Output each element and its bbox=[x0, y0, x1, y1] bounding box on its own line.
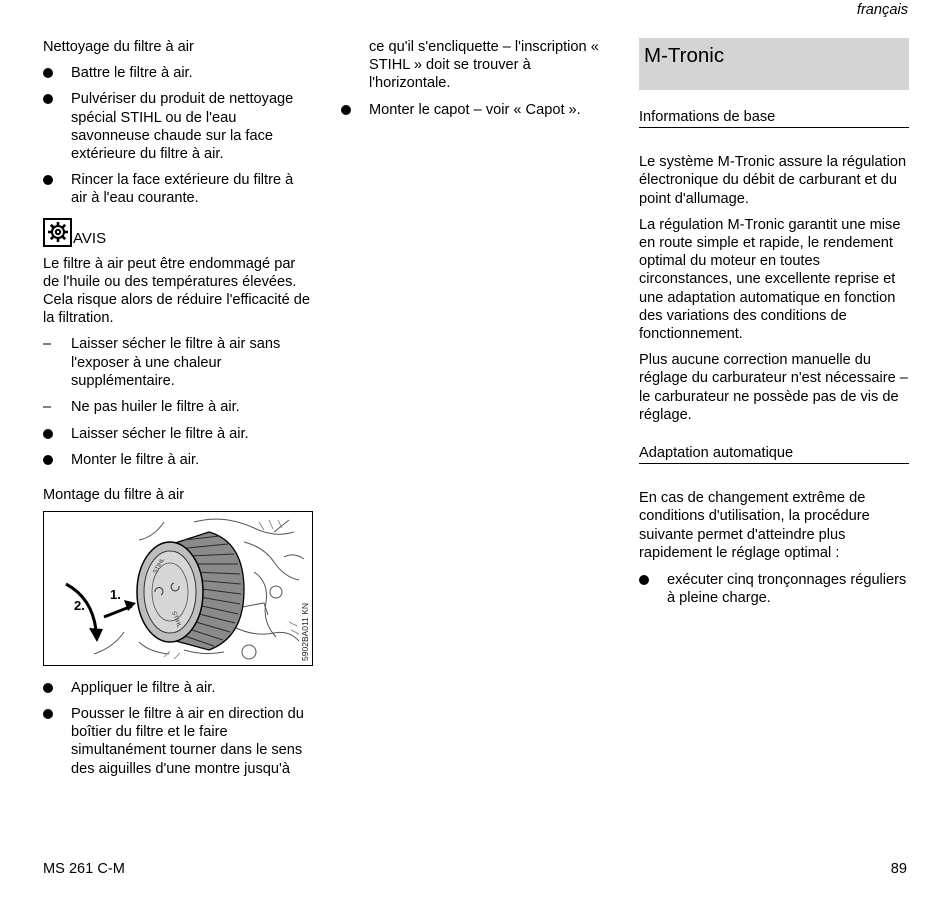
list-item: Rincer la face extérieure du filtre à air à l'eau courante. bbox=[43, 171, 313, 207]
language-label: français bbox=[856, 2, 908, 18]
column-left bbox=[43, 38, 313, 778]
bullet-icon bbox=[43, 94, 53, 104]
bullet-icon bbox=[43, 683, 53, 693]
heading-adapt: Adaptation automatique bbox=[639, 444, 909, 464]
list-item: Monter le capot – voir « Capot ». bbox=[341, 101, 603, 119]
bullet-icon bbox=[43, 455, 53, 465]
paragraph: En cas de changement extrême de conditions d'utilisation, la procédure suivante permet d'atteindre plus rapidement le réglage optimal : bbox=[639, 490, 870, 561]
notice-header bbox=[43, 218, 313, 247]
page-number: 89 bbox=[890, 861, 907, 877]
column-middle bbox=[341, 38, 603, 119]
heading-basics: Informations de base bbox=[639, 108, 909, 128]
bullet-icon bbox=[43, 68, 53, 78]
footer-model: MS 261 C-M bbox=[43, 861, 125, 877]
column-right bbox=[639, 38, 909, 607]
bullet-icon bbox=[341, 105, 351, 115]
figure-label-1: 1. bbox=[110, 586, 121, 602]
section-title: M-Tronic bbox=[644, 44, 725, 67]
notice-text: Le filtre à air peut être endommagé par de l'huile ou des températures élevées. Cela risque alors de réduire l'efficacité de la filtration. bbox=[43, 255, 310, 327]
air-filter-illustration bbox=[44, 512, 312, 665]
list-item: Monter le filtre à air. bbox=[43, 451, 313, 469]
list-item: Pulvériser du produit de nettoyage spécial STIHL ou de l'eau savonneuse chaude sur la face extérieure du filtre à air. bbox=[43, 90, 313, 163]
list-item: Pousser le filtre à air en direction du boîtier du filtre et le faire simultanément tourner dans le sens des aiguilles d'une montre jusqu'à bbox=[43, 705, 313, 778]
list-item: Laisser sécher le filtre à air. bbox=[43, 425, 313, 443]
bullet-icon bbox=[43, 429, 53, 439]
list-item: exécuter cinq tronçonnages réguliers à pleine charge. bbox=[639, 571, 909, 607]
list-item: Appliquer le filtre à air. bbox=[43, 679, 313, 697]
svg-text:STIHL: STIHL bbox=[152, 557, 167, 575]
list-item: Battre le filtre à air. bbox=[43, 64, 313, 82]
paragraph: Le système M-Tronic assure la régulation électronique du débit de carburant et du point d'allumage. bbox=[639, 154, 907, 207]
bullet-icon bbox=[639, 575, 649, 585]
paragraph: La régulation M-Tronic garantit une mise en route simple et rapide, le rendement optimal du moteur en toutes circonstances, une excellente reprise et une adaptation automatique en fonction des variations des conditions de fonctionnement. bbox=[639, 216, 901, 343]
section-title-box bbox=[639, 38, 909, 90]
figure-label-2: 2. bbox=[74, 597, 85, 613]
continuation-text: ce qu'il s'encliquette – l'inscription « STIHL » doit se trouver à l'horizontale. bbox=[369, 39, 599, 92]
bullet-icon bbox=[43, 175, 53, 185]
svg-text:STIHL: STIHL bbox=[170, 610, 182, 629]
gear-warning-icon bbox=[43, 218, 72, 247]
bullet-icon bbox=[43, 709, 53, 719]
heading-mounting: Montage du filtre à air bbox=[43, 486, 185, 503]
air-filter-figure bbox=[43, 511, 313, 666]
list-item: – Laisser sécher le filtre à air sans l'exposer à une chaleur supplémentaire. bbox=[43, 336, 281, 389]
list-item: – Ne pas huiler le filtre à air. bbox=[43, 399, 240, 416]
figure-code: 5902BA011 KN bbox=[300, 602, 310, 661]
paragraph: Plus aucune correction manuelle du réglage du carburateur n'est nécessaire – le carburateur ne possède pas de vis de réglage. bbox=[639, 352, 908, 423]
notice-title: AVIS bbox=[73, 230, 107, 248]
heading-cleaning: Nettoyage du filtre à air bbox=[43, 39, 194, 55]
